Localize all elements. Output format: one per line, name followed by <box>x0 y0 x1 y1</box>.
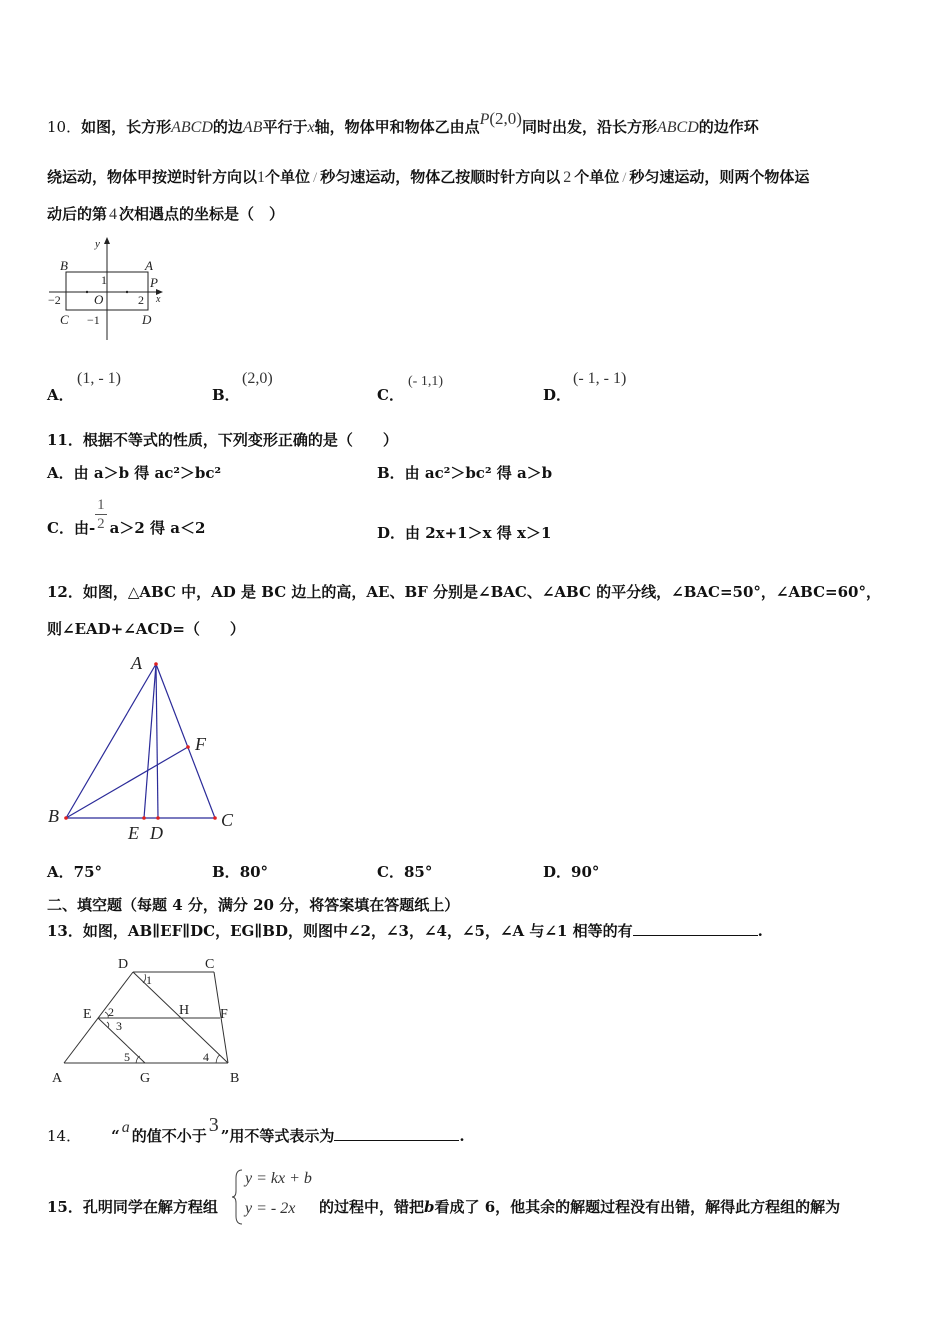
fig-label-P: P <box>150 275 158 290</box>
fig-label-neg1: −1 <box>87 313 100 327</box>
fig-label-E: E <box>128 823 139 843</box>
fig-label-H: H <box>179 1003 190 1018</box>
fig-label-D: D <box>142 312 152 327</box>
section-heading: 二、填空题（每题 4 分，满分 20 分，将答案填在答题纸上） <box>47 896 460 914</box>
fig-label-5: 5 <box>124 1050 130 1064</box>
fig-label-1: 1 <box>101 273 107 287</box>
q11-option-d[interactable]: D．由 2x+1＞x 得 x＞1 <box>377 524 552 542</box>
fig-label-C: C <box>60 312 69 327</box>
q14-answer-blank[interactable] <box>334 1126 459 1141</box>
q10-line1: 10．如图，长方形ABCD的边AB平行于x轴，物体甲和物体乙由点P(2,0)同时出发，沿长方形ABCD的边作环 <box>47 109 759 136</box>
q10-option-b-label[interactable]: B． <box>212 386 240 404</box>
fig-label-D: D <box>150 823 163 843</box>
q14-line: 14． “ a 的值不小于 3 ”用不等式表示为 . <box>47 1114 465 1145</box>
q13-trapezoid-figure <box>48 952 248 1092</box>
q11-option-a[interactable]: A．由 a＞b 得 ac²＞bc² <box>47 464 222 482</box>
fig-label-2: 2 <box>138 293 144 307</box>
fig-label-y: y <box>95 238 100 250</box>
q12-option-c[interactable]: C．85° <box>377 863 433 881</box>
fig-label-F: F <box>220 1007 228 1022</box>
fig-label-A: A <box>145 258 153 273</box>
q15-line-rest: 的过程中，错把b看成了 6，他其余的解题过程没有出错，解得此方程组的解为 <box>319 1198 841 1216</box>
fig-label-A: A <box>131 653 142 673</box>
q12-option-d[interactable]: D．90° <box>543 863 600 881</box>
q15-equation-2: y = - 2x <box>245 1200 296 1217</box>
q10-option-d-value: (- 1, - 1) <box>573 370 627 387</box>
q12-line1: 12．如图，△ABC 中，AD 是 BC 边上的高，AE、BF 分别是∠BAC、∠ABC 的平分线，∠BAC=50°，∠ABC=60°， <box>47 583 881 601</box>
y-arrow <box>104 237 110 244</box>
fig-label-C: C <box>221 810 234 830</box>
q10-line2: 绕运动，物体甲按逆时针方向以1个单位 / 秒匀速运动，物体乙按顺时针方向以 2 个单位 / 秒匀速运动，则两个物体运 <box>47 168 810 186</box>
q10-option-b-value: (2,0) <box>242 370 273 387</box>
fig-label-neg2: −2 <box>48 293 61 307</box>
fig-label-G: G <box>140 1071 151 1086</box>
fig-label-D: D <box>118 957 129 972</box>
q10-option-c-value: (- 1,1) <box>408 374 443 389</box>
fig-label-B: B <box>60 258 68 273</box>
segment-ae <box>144 664 156 818</box>
rect-name: ABCD <box>171 119 213 136</box>
q15-equation-1: y = kx + b <box>245 1170 312 1187</box>
q11-option-c[interactable]: C．由- $\frac{1}{2}$ a＞2 得 a＜2 <box>47 497 206 537</box>
q12-option-a[interactable]: A．75° <box>47 863 103 881</box>
q12-line2: 则∠EAD+∠ACD=（ ） <box>47 620 245 638</box>
q12-option-b[interactable]: B．80° <box>212 863 269 881</box>
q10-option-a-label[interactable]: A． <box>47 386 74 404</box>
side-ac <box>156 664 215 818</box>
q10-option-d-label[interactable]: D． <box>543 386 572 404</box>
fig-label-4: 4 <box>203 1050 209 1064</box>
fig-label-B: B <box>48 806 59 826</box>
q13-answer-blank[interactable] <box>633 921 758 936</box>
q10-line3: 动后的第 4 次相遇点的坐标是（ ） <box>47 205 285 223</box>
equation-system-brace <box>231 1168 245 1226</box>
q15-line: 15．孔明同学在解方程组 <box>47 1198 218 1216</box>
fig-label-F: F <box>195 734 206 754</box>
fig-label-B: B <box>230 1071 240 1086</box>
q10-number: 10． <box>47 118 82 136</box>
fig-label-A: A <box>52 1071 63 1086</box>
q11-stem: 11．根据不等式的性质，下列变形正确的是（ ） <box>47 431 398 449</box>
segment-ad <box>156 664 158 818</box>
fig-label-C: C <box>205 957 215 972</box>
fig-label-x: x <box>156 294 161 305</box>
segment-bf <box>66 747 188 818</box>
point-p-coord: (2,0) <box>489 109 522 128</box>
q10-option-a-value: (1, - 1) <box>77 370 121 387</box>
q10-option-c-label[interactable]: C． <box>377 386 404 404</box>
fraction-one-half: $\frac{1}{2}$ <box>97 497 105 532</box>
fig-label-3: 3 <box>116 1019 122 1033</box>
fig-label-O: O <box>94 292 104 307</box>
fig-label-E: E <box>83 1007 92 1022</box>
q11-option-b[interactable]: B．由 ac²＞bc² 得 a＞b <box>377 464 553 482</box>
q12-triangle-figure <box>44 648 244 848</box>
fig-label-1: 1 <box>146 973 152 987</box>
q13-stem: 13．如图，AB∥EF∥DC，EG∥BD，则图中∠2，∠3，∠4，∠5，∠A 与∠1 相等的有 . <box>47 922 763 940</box>
q10-coordinate-figure <box>44 236 174 346</box>
fig-label-2: 2 <box>108 1005 114 1019</box>
side-ab <box>66 664 156 818</box>
